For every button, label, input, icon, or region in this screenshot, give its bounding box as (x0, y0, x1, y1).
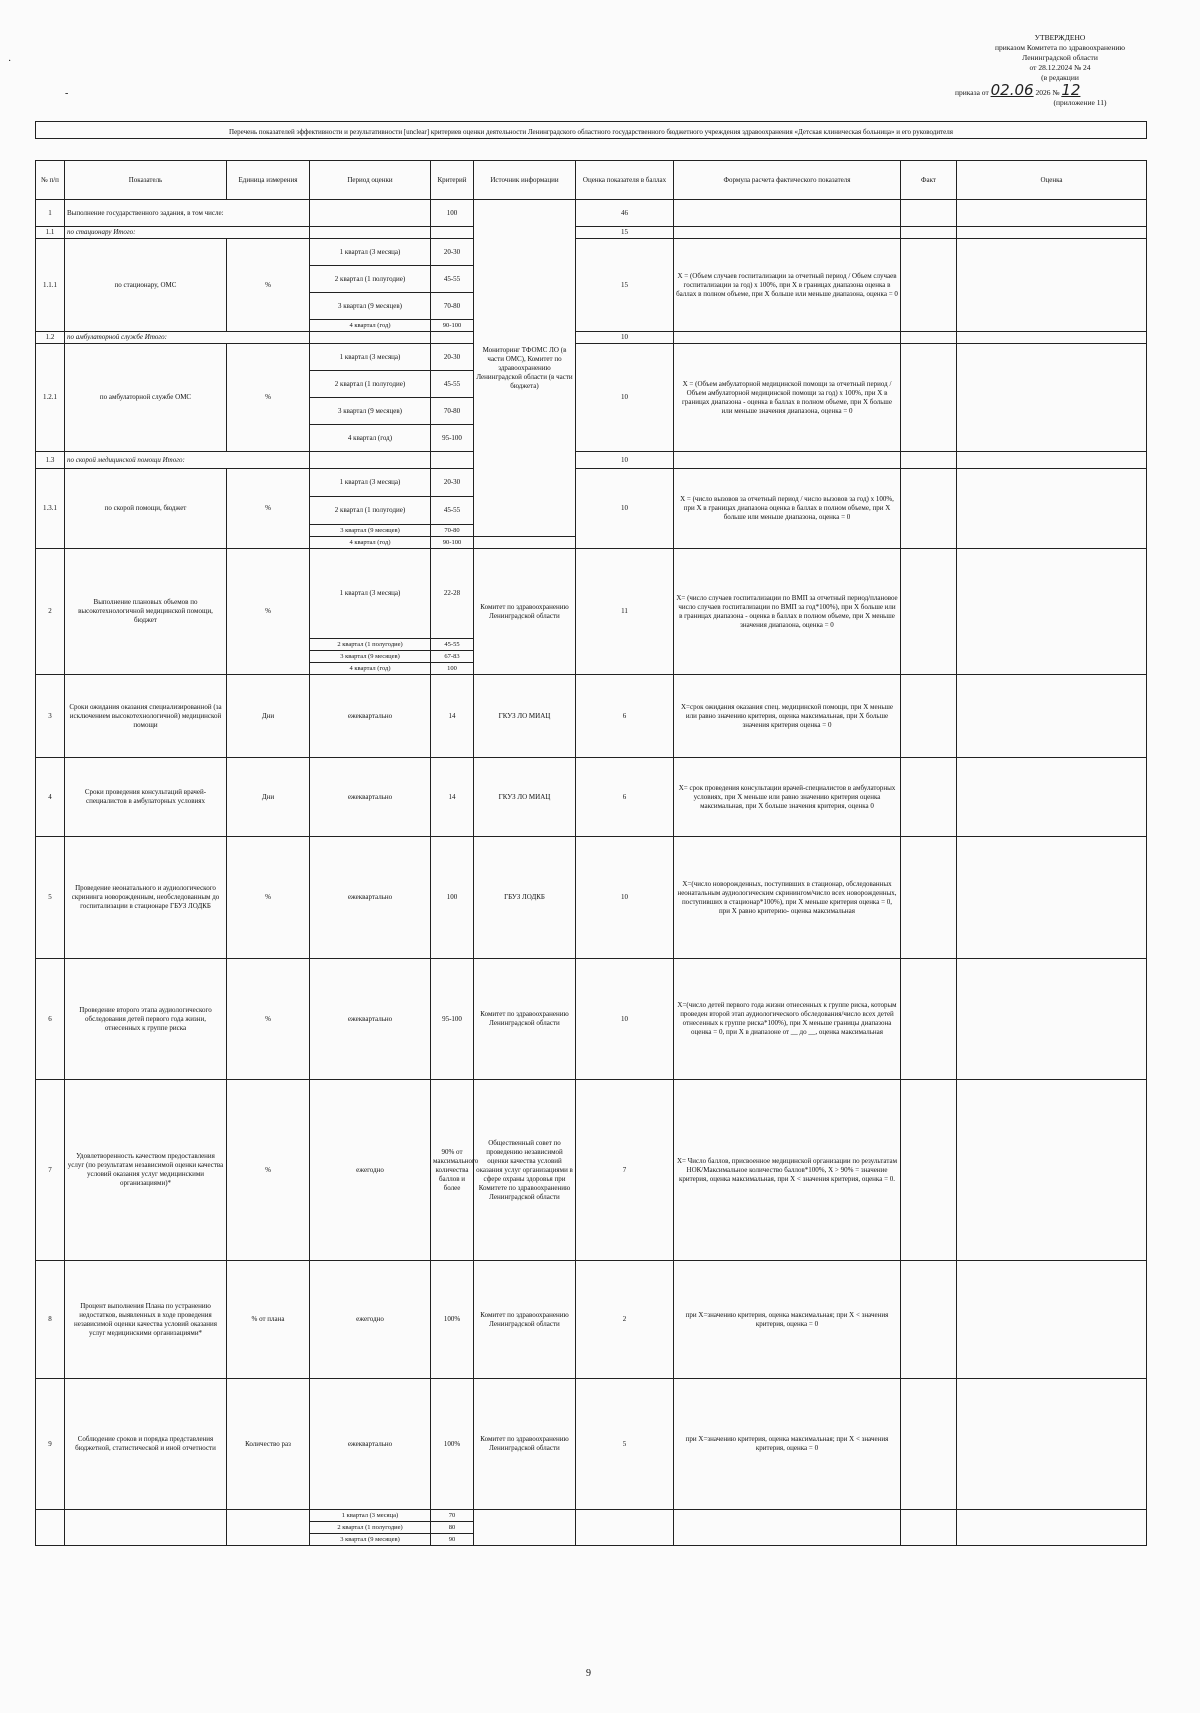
fact-cell (901, 675, 957, 758)
approval-line: (в редакции (1041, 73, 1079, 82)
fact-cell (901, 837, 957, 959)
table-row (36, 758, 1147, 837)
row-number: 3 (36, 675, 65, 758)
criterion-cell: 100% (431, 1379, 474, 1510)
source-cell: ГБУЗ ЛОДКБ (474, 837, 576, 959)
criterion-cell: 90-100 (431, 537, 474, 549)
fact-cell (901, 227, 957, 239)
indicator-name: Выполнение государственного задания, в том числе: (65, 200, 310, 227)
order-prefix: приказа от (955, 88, 989, 97)
row-number: 1.3.1 (36, 469, 65, 549)
period-cell: 3 квартал (9 месяцев) (310, 525, 431, 537)
rating-cell (957, 452, 1147, 469)
indicator-name: Проведение второго этапа аудиологического обследования детей первого года жизни, отнесенных к группе риска (65, 959, 227, 1080)
indicator-name: по скорой медицинской помощи Итого: (65, 452, 310, 469)
unit-cell: % от плана (227, 1261, 310, 1379)
row-number: 2 (36, 549, 65, 675)
table-row (36, 675, 1147, 758)
fact-cell (901, 344, 957, 452)
header-cell: Критерий (431, 161, 474, 200)
period-cell: 4 квартал (год) (310, 425, 431, 452)
unit-cell: % (227, 959, 310, 1080)
rating-cell (957, 758, 1147, 837)
formula-cell: X=(число новорожденных, поступивших в стационар, обследованных неонатальным аудиологическим скринингом/число всех новорожденных, поступивших в стационар*100%), при X меньше критерия оценка = 0, при X равно критерию- оценка максимальная (674, 837, 901, 959)
rating-cell (957, 959, 1147, 1080)
score-cell: 15 (576, 239, 674, 332)
row-number: 1.2 (36, 332, 65, 344)
period-cell: 1 квартал (3 месяца) (310, 239, 431, 266)
scan-mark: · (8, 56, 12, 67)
approval-title: УТВЕРЖДЕНО (1034, 33, 1086, 42)
criterion-cell: 100% (431, 1261, 474, 1379)
criterion-cell: 100 (431, 200, 474, 227)
indicator-name: Сроки проведения консультаций врачей-специалистов в амбулаторных условиях (65, 758, 227, 837)
score-cell: 15 (576, 227, 674, 239)
score-cell (576, 1510, 674, 1546)
period-cell: ежеквартально (310, 959, 431, 1080)
fact-cell (901, 758, 957, 837)
period-cell: 4 квартал (год) (310, 537, 431, 549)
table-row (36, 1510, 1147, 1522)
score-cell: 7 (576, 1080, 674, 1261)
period-cell (310, 332, 431, 344)
period-cell: 1 квартал (3 месяца) (310, 549, 431, 639)
period-cell: 2 квартал (1 полугодие) (310, 266, 431, 293)
criterion-cell: 20-30 (431, 239, 474, 266)
unit-cell: Дни (227, 758, 310, 837)
score-cell: 10 (576, 837, 674, 959)
source-cell: ГКУЗ ЛО МИАЦ (474, 675, 576, 758)
indicators-table (35, 160, 1147, 1546)
indicator-name: Процент выполнения Плана по устранению недостатков, выявленных в ходе проведения независимой оценки качества условий оказания услуг медицинскими организациями* (65, 1261, 227, 1379)
score-cell: 11 (576, 549, 674, 675)
period-cell (310, 200, 431, 227)
table-row (36, 549, 1147, 639)
rating-cell (957, 344, 1147, 452)
header-cell: Единица измерения (227, 161, 310, 200)
rating-cell (957, 239, 1147, 332)
period-cell: 3 квартал (9 месяцев) (310, 398, 431, 425)
criterion-cell (431, 452, 474, 469)
criterion-cell: 45-55 (431, 497, 474, 525)
table-row (36, 1080, 1147, 1261)
criterion-cell: 45-55 (431, 266, 474, 293)
period-cell: 2 квартал (1 полугодие) (310, 371, 431, 398)
unit-cell (227, 1510, 310, 1546)
period-cell: 2 квартал (1 полугодие) (310, 639, 431, 651)
fact-cell (901, 549, 957, 675)
fact-cell (901, 452, 957, 469)
unit-cell: % (227, 1080, 310, 1261)
criterion-cell: 45-55 (431, 639, 474, 651)
score-cell: 10 (576, 344, 674, 452)
score-cell: 10 (576, 959, 674, 1080)
approval-line: приказом Комитета по здравоохранению (995, 43, 1125, 52)
period-cell: 3 квартал (9 месяцев) (310, 651, 431, 663)
criterion-cell: 100 (431, 663, 474, 675)
scan-mark: - (65, 88, 69, 99)
header-cell: Оценка (957, 161, 1147, 200)
period-cell: 3 квартал (9 месяцев) (310, 1534, 431, 1546)
fact-cell (901, 1379, 957, 1510)
formula-cell: X = (число вызовов за отчетный период / число вызовов за год) x 100%, при X в границах диапазона оценка в баллах в полном объеме, при X больше или меньше диапазона, оценка = 0 (674, 469, 901, 549)
criterion-cell: 90 (431, 1534, 474, 1546)
table-row (36, 959, 1147, 1080)
score-cell: 46 (576, 200, 674, 227)
source-cell: ГКУЗ ЛО МИАЦ (474, 758, 576, 837)
header-cell: Формула расчета фактического показателя (674, 161, 901, 200)
fact-cell (901, 239, 957, 332)
period-cell: 1 квартал (3 месяца) (310, 1510, 431, 1522)
header-cell: Источник информации (474, 161, 576, 200)
fact-cell (901, 1261, 957, 1379)
score-cell: 5 (576, 1379, 674, 1510)
table-caption: Перечень показателей эффективности и результативности [unclear] критериев оценки деятельности Ленинградского областного государственного бюджетного учреждения здравоохранения «Детская клиническая больница» и его руководителя (36, 122, 1146, 139)
unit-cell: % (227, 239, 310, 332)
score-cell: 6 (576, 758, 674, 837)
unit-cell: % (227, 837, 310, 959)
indicator-name: Удовлетворенность качеством предоставления услуг (по результатам независимой оценки качества условий оказания услуг медицинскими организациями)* (65, 1080, 227, 1261)
source-cell: Комитет по здравоохранению Ленинградской области (474, 959, 576, 1080)
approval-line: Ленинградской области (1022, 53, 1098, 62)
table-row (36, 239, 1147, 266)
indicator-name: по стационару Итого: (65, 227, 310, 239)
source-cell (474, 1510, 576, 1546)
source-cell: Комитет по здравоохранению Ленинградской области (474, 1261, 576, 1379)
fact-cell (901, 469, 957, 549)
period-cell: ежеквартально (310, 837, 431, 959)
table-row (36, 469, 1147, 497)
formula-cell: X=срок ожидания оказания спец. медицинской помощи, при X меньше или равно значению критерия, оценка максимальная, при X больше значения критерия оценка = 0 (674, 675, 901, 758)
criterion-cell: 20-30 (431, 344, 474, 371)
source-cell: Комитет по здравоохранению Ленинградской области (474, 1379, 576, 1510)
row-number: 1.1.1 (36, 239, 65, 332)
unit-cell: Дни (227, 675, 310, 758)
formula-cell (674, 332, 901, 344)
indicator-name: по стационару, ОМС (65, 239, 227, 332)
order-year: 2026 № (1035, 88, 1060, 97)
period-cell: ежеквартально (310, 758, 431, 837)
order-line (955, 81, 1165, 99)
formula-cell (674, 1510, 901, 1546)
score-cell: 10 (576, 469, 674, 549)
criterion-cell (431, 332, 474, 344)
table-row (36, 200, 1147, 227)
row-number: 1.2.1 (36, 344, 65, 452)
rating-cell (957, 200, 1147, 227)
criterion-cell: 90-100 (431, 320, 474, 332)
formula-cell: X= Число баллов, присвоенное медицинской организации по результатам НОК/Максимальное количество баллов*100%, X > 90% = значение критерия, оценка максимальная, при X < значения критерия, оценка = 0. (674, 1080, 901, 1261)
criterion-cell: 70-80 (431, 293, 474, 320)
table-row (36, 837, 1147, 959)
indicator-name: Соблюдение сроков и порядка представления бюджетной, статистической и иной отчетности (65, 1379, 227, 1510)
period-cell: 3 квартал (9 месяцев) (310, 293, 431, 320)
score-cell: 6 (576, 675, 674, 758)
table-row (36, 344, 1147, 371)
fact-cell (901, 959, 957, 1080)
criterion-cell: 20-30 (431, 469, 474, 497)
rating-cell (957, 837, 1147, 959)
unit-cell: % (227, 344, 310, 452)
table-row (36, 1379, 1147, 1510)
period-cell: ежеквартально (310, 675, 431, 758)
unit-cell: % (227, 549, 310, 675)
rating-cell (957, 332, 1147, 344)
period-cell: 1 квартал (3 месяца) (310, 344, 431, 371)
row-number: 8 (36, 1261, 65, 1379)
criterion-cell: 45-55 (431, 371, 474, 398)
indicator-name: Сроки ожидания оказания специализированной (за исключением высокотехнологичной) медицинской помощи (65, 675, 227, 758)
criterion-cell: 90% от максимального количества баллов и более (431, 1080, 474, 1261)
period-cell: 4 квартал (год) (310, 663, 431, 675)
header-cell: № п/п (36, 161, 65, 200)
indicator-name (65, 1510, 227, 1546)
criterion-cell: 22-28 (431, 549, 474, 639)
fact-cell (901, 1510, 957, 1546)
header-cell: Показатель (65, 161, 227, 200)
header-cell: Факт (901, 161, 957, 200)
row-number (36, 1510, 65, 1546)
rating-cell (957, 1261, 1147, 1379)
approval-line: от 28.12.2024 № 24 (1029, 63, 1091, 72)
criterion-cell: 70-80 (431, 398, 474, 425)
formula-cell: при X=значению критерия, оценка максимальная; при X < значения критерия, оценка = 0 (674, 1379, 901, 1510)
indicator-name: по амбулаторной службе Итого: (65, 332, 310, 344)
formula-cell (674, 452, 901, 469)
row-number: 1.1 (36, 227, 65, 239)
criterion-cell: 14 (431, 675, 474, 758)
table-row (36, 1261, 1147, 1379)
row-number: 4 (36, 758, 65, 837)
row-number: 5 (36, 837, 65, 959)
fact-cell (901, 332, 957, 344)
period-cell: ежегодно (310, 1080, 431, 1261)
formula-cell: X=(число детей первого года жизни отнесенных к группе риска, которым проведен второй этап аудиологического обследования/число всех детей отнесенных к группе риска*100%), при X меньше границы диапазона оценка = 0, при X в диапазоне от __ до __, оценка максимальная (674, 959, 901, 1080)
criterion-cell: 80 (431, 1522, 474, 1534)
fact-cell (901, 1080, 957, 1261)
order-number: 12 (1061, 81, 1081, 99)
rating-cell (957, 675, 1147, 758)
criterion-cell (431, 227, 474, 239)
row-number: 9 (36, 1379, 65, 1510)
rating-cell (957, 1080, 1147, 1261)
period-cell (310, 452, 431, 469)
rating-cell (957, 1379, 1147, 1510)
header-cell: Период оценки (310, 161, 431, 200)
formula-cell (674, 227, 901, 239)
formula-cell (674, 200, 901, 227)
source-cell: Мониторинг ТФОМС ЛО (в части ОМС), Комитет по здравоохранению Ленинградской области (в части бюджета) (474, 200, 576, 537)
score-cell: 2 (576, 1261, 674, 1379)
criterion-cell: 95-100 (431, 425, 474, 452)
table-row (36, 332, 1147, 344)
unit-cell: % (227, 469, 310, 549)
period-cell: ежеквартально (310, 1379, 431, 1510)
header-cell: Оценка показателя в баллах (576, 161, 674, 200)
period-cell: 2 квартал (1 полугодие) (310, 1522, 431, 1534)
indicator-name: Выполнение плановых объемов по высокотехнологичной медицинской помощи, бюджет (65, 549, 227, 675)
indicator-name: Проведение неонатального и аудиологического скрининга новорожденным, необследованным до госпитализации в стационаре ГБУЗ ЛОДКБ (65, 837, 227, 959)
rating-cell (957, 1510, 1147, 1546)
score-cell: 10 (576, 452, 674, 469)
indicator-name: по скорой помощи, бюджет (65, 469, 227, 549)
approval-block (955, 33, 1165, 108)
score-cell: 10 (576, 332, 674, 344)
header-row (36, 161, 1147, 200)
source-cell: Комитет по здравоохранению Ленинградской области (474, 549, 576, 675)
period-cell: 2 квартал (1 полугодие) (310, 497, 431, 525)
unit-cell: Количество раз (227, 1379, 310, 1510)
fact-cell (901, 200, 957, 227)
row-number: 6 (36, 959, 65, 1080)
criterion-cell: 67-83 (431, 651, 474, 663)
criterion-cell: 14 (431, 758, 474, 837)
criterion-cell: 70 (431, 1510, 474, 1522)
row-number: 1.3 (36, 452, 65, 469)
period-cell (310, 227, 431, 239)
page-number: 9 (586, 1668, 591, 1679)
table-caption-frame (35, 121, 1147, 139)
criterion-cell: 100 (431, 837, 474, 959)
formula-cell: при X=значению критерия, оценка максимальная; при X < значения критерия, оценка = 0 (674, 1261, 901, 1379)
row-number: 7 (36, 1080, 65, 1261)
rating-cell (957, 227, 1147, 239)
criterion-cell: 70-80 (431, 525, 474, 537)
row-number: 1 (36, 200, 65, 227)
table-row (36, 227, 1147, 239)
period-cell: 4 квартал (год) (310, 320, 431, 332)
indicator-name: по амбулаторной службе ОМС (65, 344, 227, 452)
source-cell: Общественный совет по проведению независимой оценки качества условий оказания услуг организациями в сфере охраны здоровья при Комитете по здравоохранению Ленинградской области (474, 1080, 576, 1261)
appendix-label: (приложение 11) (1053, 98, 1107, 107)
period-cell: ежегодно (310, 1261, 431, 1379)
formula-cell: X = (Объем амбулаторной медицинской помощи за отчетный период / Объем амбулаторной медицинской помощи за год) x 100%, при X в границах диапазона - оценка в баллах в полном объеме, при X больше или меньше значения диапазона, оценка = 0 (674, 344, 901, 452)
formula-cell: X= (число случаев госпитализации по ВМП за отчетный период/плановое число случаев госпитализации по ВМП за год*100%), при X больше или в границах диапазона - оценка в баллах в полном объеме, при X меньше значения диапазона, оценка = 0 (674, 549, 901, 675)
rating-cell (957, 549, 1147, 675)
formula-cell: X= срок проведения консультации врачей-специалистов в амбулаторных условиях, при X меньше или равно значению критерия оценка максимальная, при X больше значения критерия, оценка 0 (674, 758, 901, 837)
formula-cell: X = (Объем случаев госпитализации за отчетный период / Объем случаев госпитализации за год) x 100%, при X в границах диапазона оценка в баллах в полном объеме, при X больше или меньше диапазона, оценка = 0 (674, 239, 901, 332)
criterion-cell: 95-100 (431, 959, 474, 1080)
period-cell: 1 квартал (3 месяца) (310, 469, 431, 497)
order-date: 02.06 (990, 81, 1034, 99)
table-row (36, 452, 1147, 469)
rating-cell (957, 469, 1147, 549)
